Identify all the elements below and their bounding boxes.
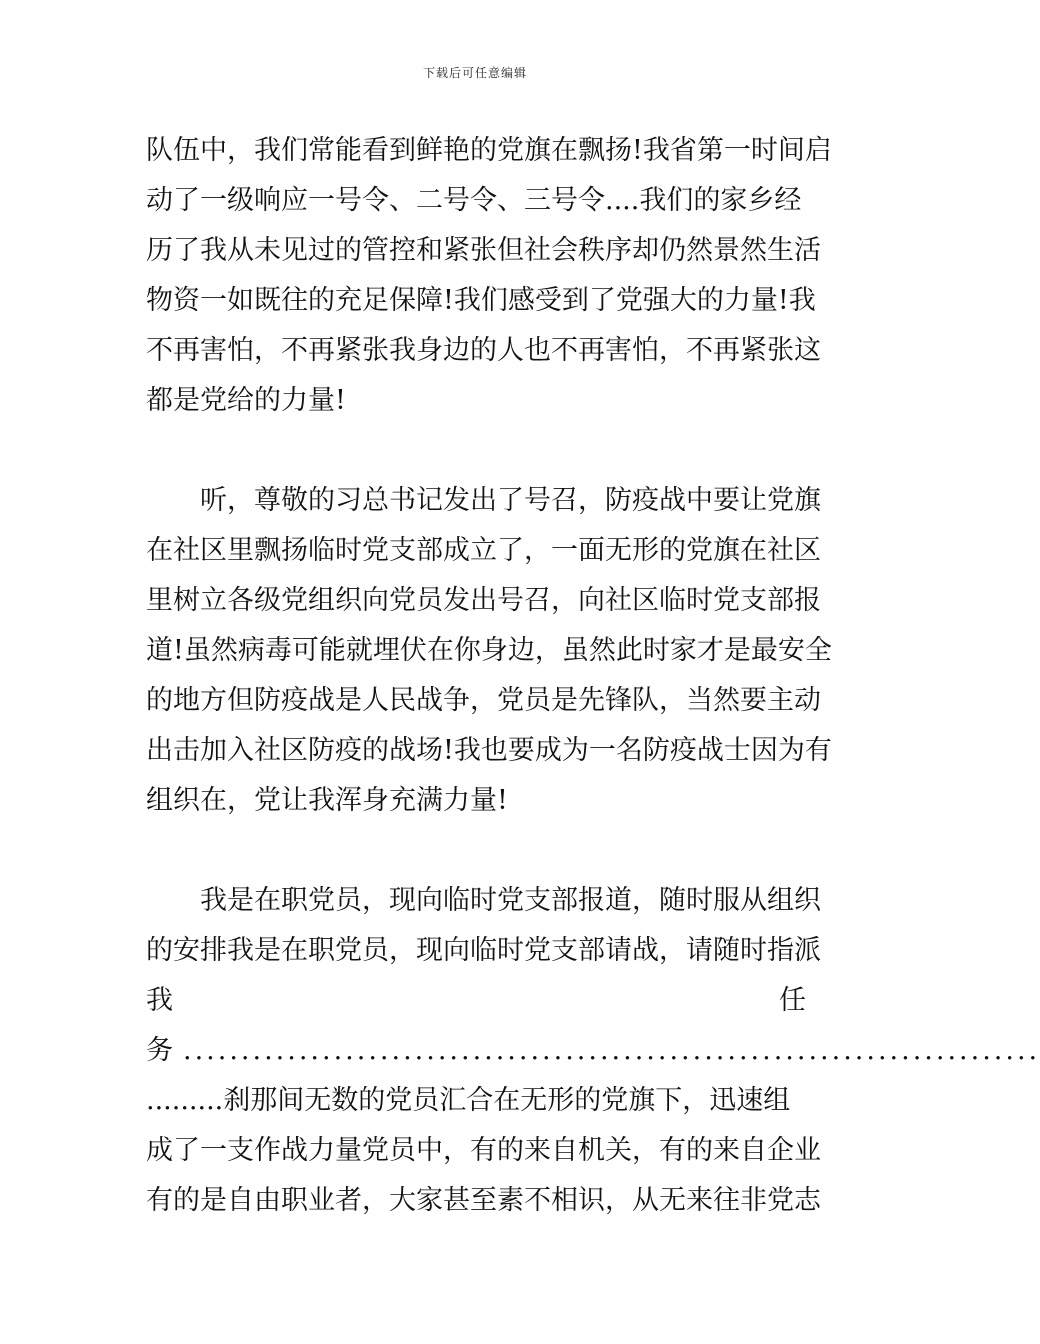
dot-leader: .......................................................................... — [183, 1035, 1040, 1066]
text-line: 都是党给的力量! — [146, 385, 346, 416]
justified-left-char: 我 — [146, 985, 173, 1016]
text-line: 里树立各级党组织向党员发出号召，向社区临时党支部报 — [146, 585, 821, 616]
dotted-line-char: 务 — [146, 1035, 173, 1066]
text-line: 不再害怕，不再紧张我身边的人也不再害怕，不再紧张这 — [146, 335, 821, 366]
paragraph-3 — [146, 876, 1040, 1226]
text-line: 出击加入社区防疫的战场!我也要成为一名防疫战士因为有 — [146, 735, 832, 766]
text-line: 的地方但防疫战是人民战争，党员是先锋队，当然要主动 — [146, 685, 821, 716]
text-line: 道!虽然病毒可能就埋伏在你身边，虽然此时家才是最安全 — [146, 635, 832, 666]
document-body — [146, 126, 1040, 1226]
page-header: 下载后可任意编辑 — [422, 66, 527, 80]
text-line: 在社区里飘扬临时党支部成立了，一面无形的党旗在社区 — [146, 535, 821, 566]
text-line: 的安排我是在职党员，现向临时党支部请战，请随时指派 — [146, 935, 821, 966]
paragraph-1 — [146, 126, 832, 426]
text-line: .........刹那间无数的党员汇合在无形的党旗下，迅速组 — [146, 1085, 791, 1116]
paragraph-gap — [146, 426, 806, 476]
text-line: 组织在，党让我浑身充满力量! — [146, 785, 508, 816]
justified-right-char: 任 — [779, 985, 806, 1016]
dotted-line — [146, 1026, 1040, 1076]
text-line: 听，尊敬的习总书记发出了号召，防疫战中要让党旗 — [200, 485, 821, 516]
text-line: 有的是自由职业者，大家甚至素不相识，从无来往非党志 — [146, 1185, 821, 1216]
text-line: 队伍中，我们常能看到鲜艳的党旗在飘扬!我省第一时间启 — [146, 135, 832, 166]
paragraph-gap — [146, 826, 806, 876]
text-line: 我是在职党员，现向临时党支部报道，随时服从组织 — [200, 885, 821, 916]
justified-line — [146, 976, 806, 1026]
text-line: 物资一如既往的充足保障!我们感受到了党强大的力量!我 — [146, 285, 816, 316]
text-line: 成了一支作战力量党员中，有的来自机关，有的来自企业 — [146, 1135, 821, 1166]
text-line: 动了一级响应一号令、二号令、三号令....我们的家乡经 — [146, 185, 802, 216]
text-line: 历了我从未见过的管控和紧张但社会秩序却仍然景然生活 — [146, 235, 821, 266]
paragraph-2 — [146, 476, 832, 826]
